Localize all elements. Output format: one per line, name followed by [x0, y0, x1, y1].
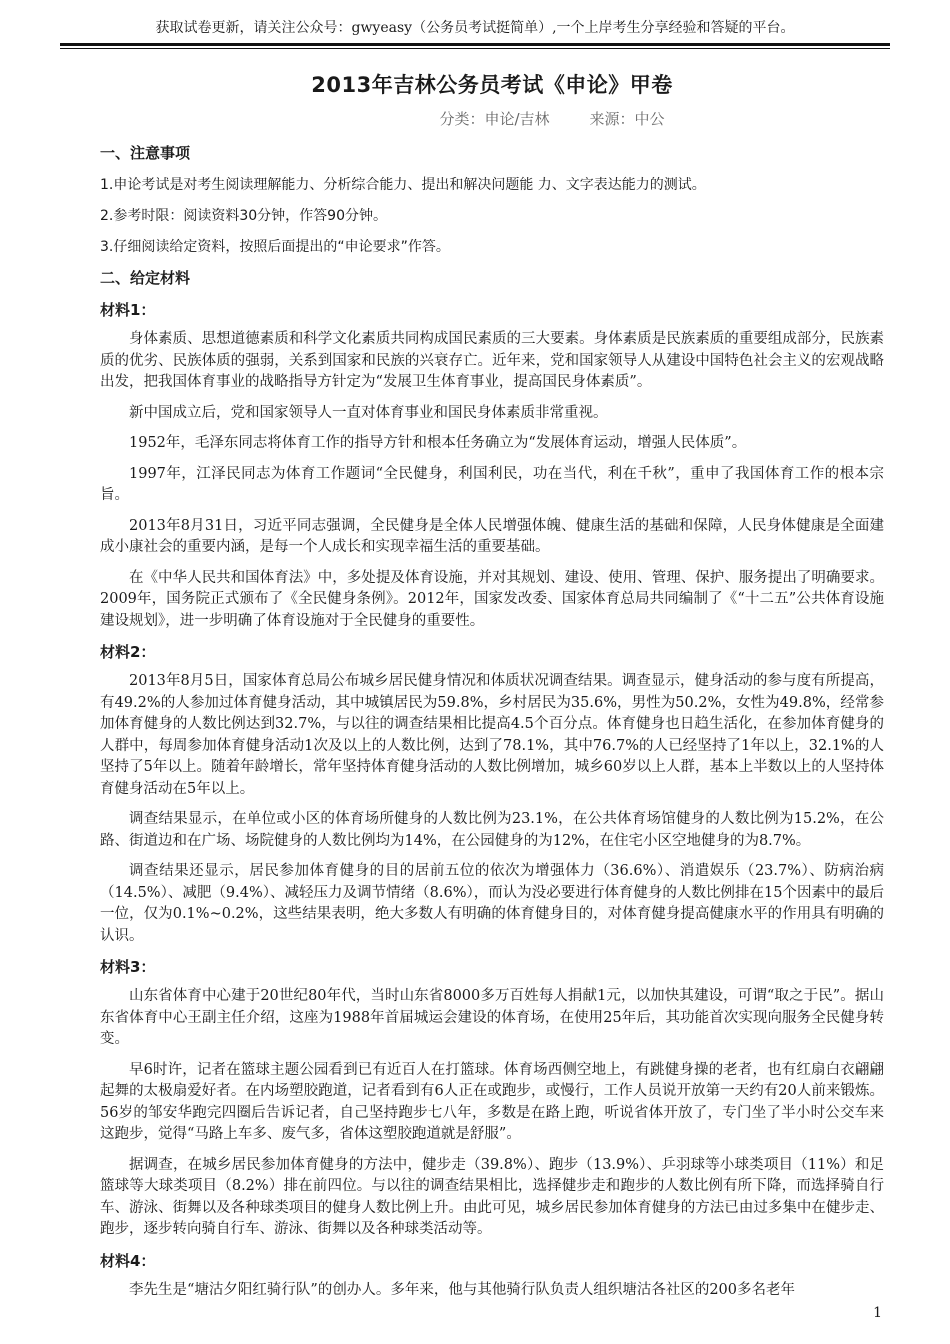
section-heading-notice: 一、注意事项 [100, 144, 191, 162]
section-heading-materials: 二、给定材料 [100, 269, 191, 287]
paragraph: 李先生是“塘沽夕阳红骑行队”的创办人。多年来，他与其他骑行队负责人组织塘沽各社区的200多名老年 [129, 1281, 795, 1298]
material-1-label: 材料1： [100, 301, 156, 319]
paragraph: 早6时许，记者在篮球主题公园看到已有近百人在打篮球。体育场西侧空地上，有跳健身操的老者，也有红扇白衣翩翩起舞的太极扇爱好者。在内场塑胶跑道，记者看到有6人正在或跑步，或慢行，工作人员说开放第一天约有20人前来锻炼。56岁的邹安华跑完四圈后告诉记者，自己坚持跑步七八年，多数是在路上跑，听说省体开放了，专门坐了半小时公交车来这跑步，觉得“马路上车多、废气多，省体这塑胶跑道就是舒服”。 [100, 1061, 884, 1142]
document-meta [100, 108, 884, 130]
notice-item: 1.申论考试是对考生阅读理解能力、分析综合能力、提出和解决问题能 力、文字表达能力的测试。 [100, 177, 706, 193]
paragraph: 新中国成立后，党和国家领导人一直对体育事业和国民身体素质非常重视。 [129, 404, 608, 421]
notice-item: 3.仔细阅读给定资料，按照后面提出的“申论要求”作答。 [100, 239, 450, 255]
material-4-label: 材料4： [100, 1251, 156, 1270]
page-number: 1 [873, 1305, 882, 1321]
notice-item: 2.参考时限：阅读资料30分钟，作答90分钟。 [100, 208, 387, 224]
paragraph: 1997年，江泽民同志为体育工作题词“全民健身，利国利民，功在当代，利在千秋”，重申了我国体育工作的根本宗旨。 [100, 465, 884, 503]
paragraph: 调查结果显示，在单位或小区的体育场所健身的人数比例为23.1%，在公共体育场馆健身的人数比例为15.2%，在公路、街道边和在广场、场院健身的人数比例均为14%，在公园健身的为12%，在住宅小区空地健身的为8.7%。 [100, 811, 884, 849]
document-title: 2013年吉林公务员考试《申论》甲卷 [311, 73, 673, 97]
paragraph: 2013年8月31日，习近平同志强调，全民健身是全体人民增强体魄、健康生活的基础和保障，人民身体健康是全面建成小康社会的重要内涵，是每一个人成长和实现幸福生活的重要基础。 [100, 517, 884, 555]
material-3-label: 材料3： [100, 958, 156, 976]
paragraph: 据调查，在城乡居民参加体育健身的方法中，健步走（39.8%）、跑步（13.9%）、乒羽球等小球类项目（11%）和足篮球等大球类项目（8.2%）排在前四位。与以往的调查结果相比，选择健步走和跑步的人数比例有所下降，而选择骑自行车、游泳、街舞以及各种球类项目的健身人数比例上升。由此可见，城乡居民参加体育健身的方法已由过多集中在健步走、跑步，逐步转向骑自行车、游泳、街舞以及各种球类活动等。 [100, 1156, 884, 1237]
header-rule-thin [60, 48, 890, 49]
paragraph: 山东省体育中心建于20世纪80年代，当时山东省8000多万百姓每人捐献1元，以加快其建设，可谓“取之于民”。据山东省体育中心王副主任介绍，这座为1988年首届城运会建设的体育场，在使用25年后，其功能首次实现向服务全民健身转变。 [100, 988, 884, 1047]
material-2-label: 材料2： [100, 643, 156, 661]
source-label: 来源：中公 [589, 110, 665, 128]
category-label: 分类：申论/吉林 [439, 110, 550, 128]
header-rule [60, 43, 890, 46]
paragraph: 2013年8月5日，国家体育总局公布城乡居民健身情况和体质状况调查结果。调查显示，健身活动的参与度有所提高，有49.2%的人参加过体育健身活动，其中城镇居民为59.8%，乡村居民为35.6%，男性为50.2%，女性为49.8%，经常参加体育健身的人数比例达到32.7%，与以往的调查结果相比提高4.5个百分点。体育健身也日趋生活化，在参加体育健身的人群中，每周参加体育健身活动1次及以上的人数比例，达到了78.1%，其中76.7%的人已经坚持了1年以上，32.1%的人坚持了5年以上。随着年龄增长，常年坚持体育健身活动的人数比例增加，城乡60岁以上人群，基本上半数以上的人坚持体育健身活动在5年以上。 [100, 673, 884, 797]
paragraph: 调查结果还显示，居民参加体育健身的目的居前五位的依次为增强体力（36.6%）、消遣娱乐（23.7%）、防病治病（14.5%）、减肥（9.4%）、减轻压力及调节情绪（8.6%），而认为没必要进行体育健身的人数比例排在15个因素中的最后一位，仅为0.1%~0.2%，这些结果表明，绝大多数人有明确的体育健身目的，对体育健身提高健康水平的作用具有明确的认识。 [100, 863, 884, 944]
paragraph: 1952年，毛泽东同志将体育工作的指导方针和根本任务确立为“发展体育运动，增强人民体质”。 [129, 435, 747, 451]
page-header: 获取试卷更新，请关注公众号：gwyeasy（公务员考试挺简单）,一个上岸考生分享经验和答疑的平台。 [155, 20, 795, 36]
paragraph: 身体素质、思想道德素质和科学文化素质共同构成国民素质的三大要素。身体素质是民族素质的重要组成部分，民族素质的优劣、民族体质的强弱，关系到国家和民族的兴衰存亡。近年来，党和国家领导人从建设中国特色社会主义的宏观战略出发，把我国体育事业的战略指导方针定为“发展卫生体育事业，提高国民身体素质”。 [100, 331, 884, 390]
paragraph: 在《中华人民共和国体育法》中，多处提及体育设施，并对其规划、建设、使用、管理、保护、服务提出了明确要求。2009年，国务院正式颁布了《全民健身条例》。2012年，国家发改委、国家体育总局共同编制了《“十二五”公共体育设施建设规划》，进一步明确了体育设施对于全民健身的重要性。 [100, 569, 884, 629]
document-body [100, 68, 884, 1310]
